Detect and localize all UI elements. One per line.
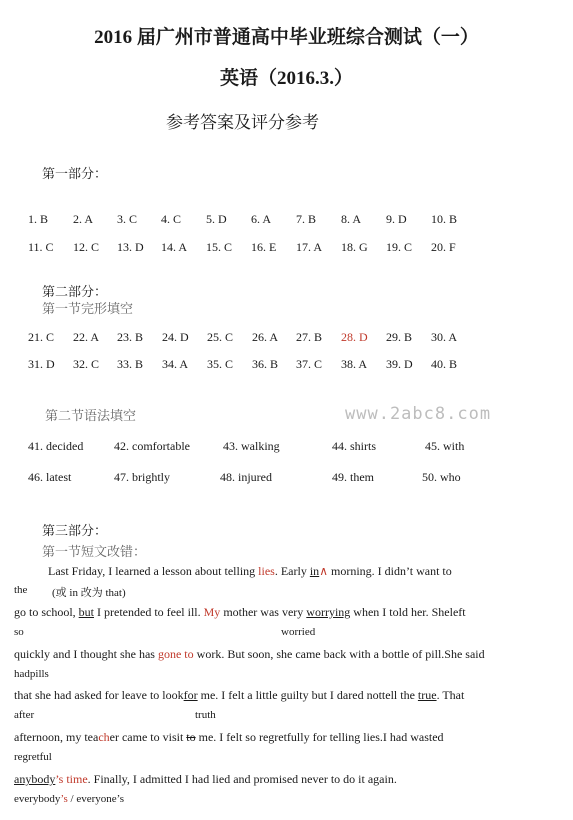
text-run: mother was very <box>220 605 307 619</box>
answer-item: 38. A <box>341 357 368 371</box>
answer-item: 6. A <box>251 212 272 226</box>
answer-item: 30. A <box>431 330 458 344</box>
cloze-label: 第一节完形填空 <box>42 301 134 316</box>
part3-label: 第三部分： <box>42 523 108 538</box>
correction-label: 第一节短文改错： <box>42 544 147 559</box>
answer-item: 34. A <box>162 357 189 371</box>
document-title: 2016 届广州市普通高中毕业班综合测试（一） <box>94 27 479 48</box>
answer-item: 27. B <box>296 330 323 344</box>
answer-item: 15. C <box>206 240 233 254</box>
passage-line-5 <box>14 730 444 745</box>
text-run: everybody <box>14 793 61 805</box>
answer-item: 4. C <box>161 212 182 226</box>
answer-item: 12. C <box>73 240 100 254</box>
answer-heading: 参考答案及评分参考 <box>166 113 319 132</box>
error-mark: lies <box>258 564 275 578</box>
correction-3a: hadpills <box>14 668 49 680</box>
watermark: www.2abc8.com <box>345 404 492 424</box>
text-run: go to school, <box>14 605 79 619</box>
answer-item: 28. D <box>341 330 368 344</box>
text-run: . Early <box>274 564 310 578</box>
answer-item: 37. C <box>296 357 323 371</box>
text-run: me. I felt so regretfully for telling lies.I had wasted <box>195 730 444 744</box>
correction-1a: the <box>14 584 28 596</box>
error-mark: to <box>186 730 196 744</box>
insert-caret-icon: ∧ <box>319 564 328 578</box>
passage-line-6 <box>14 772 397 787</box>
answer-item: 48. injured <box>220 470 272 484</box>
passage-line-3 <box>14 647 485 662</box>
answer-item: 26. A <box>252 330 279 344</box>
document-subtitle: 英语（2016.3.） <box>219 68 353 89</box>
text-run: morning. I didn’t want to <box>327 564 452 578</box>
text-run: . Finally, I admitted I had lied and promised never to do it again. <box>87 772 397 786</box>
error-mark: but <box>78 605 95 619</box>
text-run: Last Friday, I learned a lesson about telling <box>48 564 259 578</box>
answer-item: 32. C <box>73 357 100 371</box>
part1-label: 第一部分： <box>42 166 108 181</box>
text-run: / everyone’s <box>67 793 124 805</box>
answer-item: 18. G <box>341 240 368 254</box>
answer-item: 19. C <box>386 240 413 254</box>
error-mark: ’s time <box>55 772 88 786</box>
text-run: quickly and I thought she has <box>14 647 158 661</box>
error-mark: ch <box>98 730 110 744</box>
correction-2b: worried <box>281 626 316 638</box>
answer-item: 39. D <box>386 357 413 371</box>
correction-4b: truth <box>195 709 216 721</box>
error-mark: true <box>417 688 437 702</box>
answer-item: 8. A <box>341 212 362 226</box>
answer-item: 3. C <box>117 212 138 226</box>
passage-line-1 <box>48 564 452 579</box>
answer-item: 14. A <box>161 240 188 254</box>
correction-2a: so <box>14 626 24 638</box>
text-run: er came to visit <box>109 730 187 744</box>
answer-item: 9. D <box>386 212 407 226</box>
correction-4a: after <box>14 709 35 721</box>
passage-line-4 <box>14 688 464 703</box>
answer-item: 24. D <box>162 330 189 344</box>
text-run: work. But soon, she came back with a bottle of pill.She said <box>193 647 485 661</box>
answer-item: 41. decided <box>28 439 84 453</box>
answer-item: 2. A <box>73 212 94 226</box>
answer-item: 29. B <box>386 330 413 344</box>
answer-item: 11. C <box>28 240 54 254</box>
answer-item: 22. A <box>73 330 100 344</box>
text-run: ’s <box>60 793 68 805</box>
error-mark: gone to <box>157 647 194 661</box>
correction-5a: regretful <box>14 751 52 763</box>
text-run: . That <box>436 688 465 702</box>
answer-item: 45. with <box>425 439 465 453</box>
answer-item: 49. them <box>332 470 374 484</box>
answer-item: 16. E <box>251 240 277 254</box>
text-run: that she had asked for leave to look <box>14 688 184 702</box>
answer-item: 5. D <box>206 212 227 226</box>
passage-line-2 <box>14 605 466 620</box>
answer-item: 31. D <box>28 357 55 371</box>
error-mark: for <box>183 688 198 702</box>
answer-item: 21. C <box>28 330 55 344</box>
answer-item: 36. B <box>252 357 279 371</box>
answer-item: 40. B <box>431 357 458 371</box>
answer-item: 17. A <box>296 240 323 254</box>
correction-1b: (或 in 改为 that) <box>52 587 126 599</box>
answer-item: 44. shirts <box>332 439 377 453</box>
error-mark: worrying <box>306 605 351 619</box>
part2-label: 第二部分： <box>42 284 108 299</box>
answer-item: 20. F <box>431 240 456 254</box>
error-mark: My <box>203 605 221 619</box>
answer-item: 33. B <box>117 357 144 371</box>
answer-item: 43. walking <box>223 439 280 453</box>
answer-item: 23. B <box>117 330 144 344</box>
answer-item: 13. D <box>117 240 144 254</box>
text-run: afternoon, my tea <box>14 730 99 744</box>
answer-item: 50. who <box>422 470 461 484</box>
answer-item: 47. brightly <box>114 470 170 484</box>
text-run: me. I felt a little guilty but I dared nottell the <box>197 688 418 702</box>
answer-item: 1. B <box>28 212 49 226</box>
correction-6 <box>14 793 124 805</box>
answer-item: 7. B <box>296 212 317 226</box>
grammar-label: 第二节语法填空 <box>45 408 137 423</box>
answer-item: 25. C <box>207 330 234 344</box>
text-run: I pretended to feel ill. <box>94 605 204 619</box>
answer-item: 35. C <box>207 357 234 371</box>
error-mark: anybody <box>14 772 56 786</box>
answer-item: 46. latest <box>28 470 72 484</box>
answer-item: 42. comfortable <box>114 439 190 453</box>
error-mark: in <box>309 564 320 578</box>
text-run: when I told her. Sheleft <box>350 605 466 619</box>
answer-item: 10. B <box>431 212 458 226</box>
